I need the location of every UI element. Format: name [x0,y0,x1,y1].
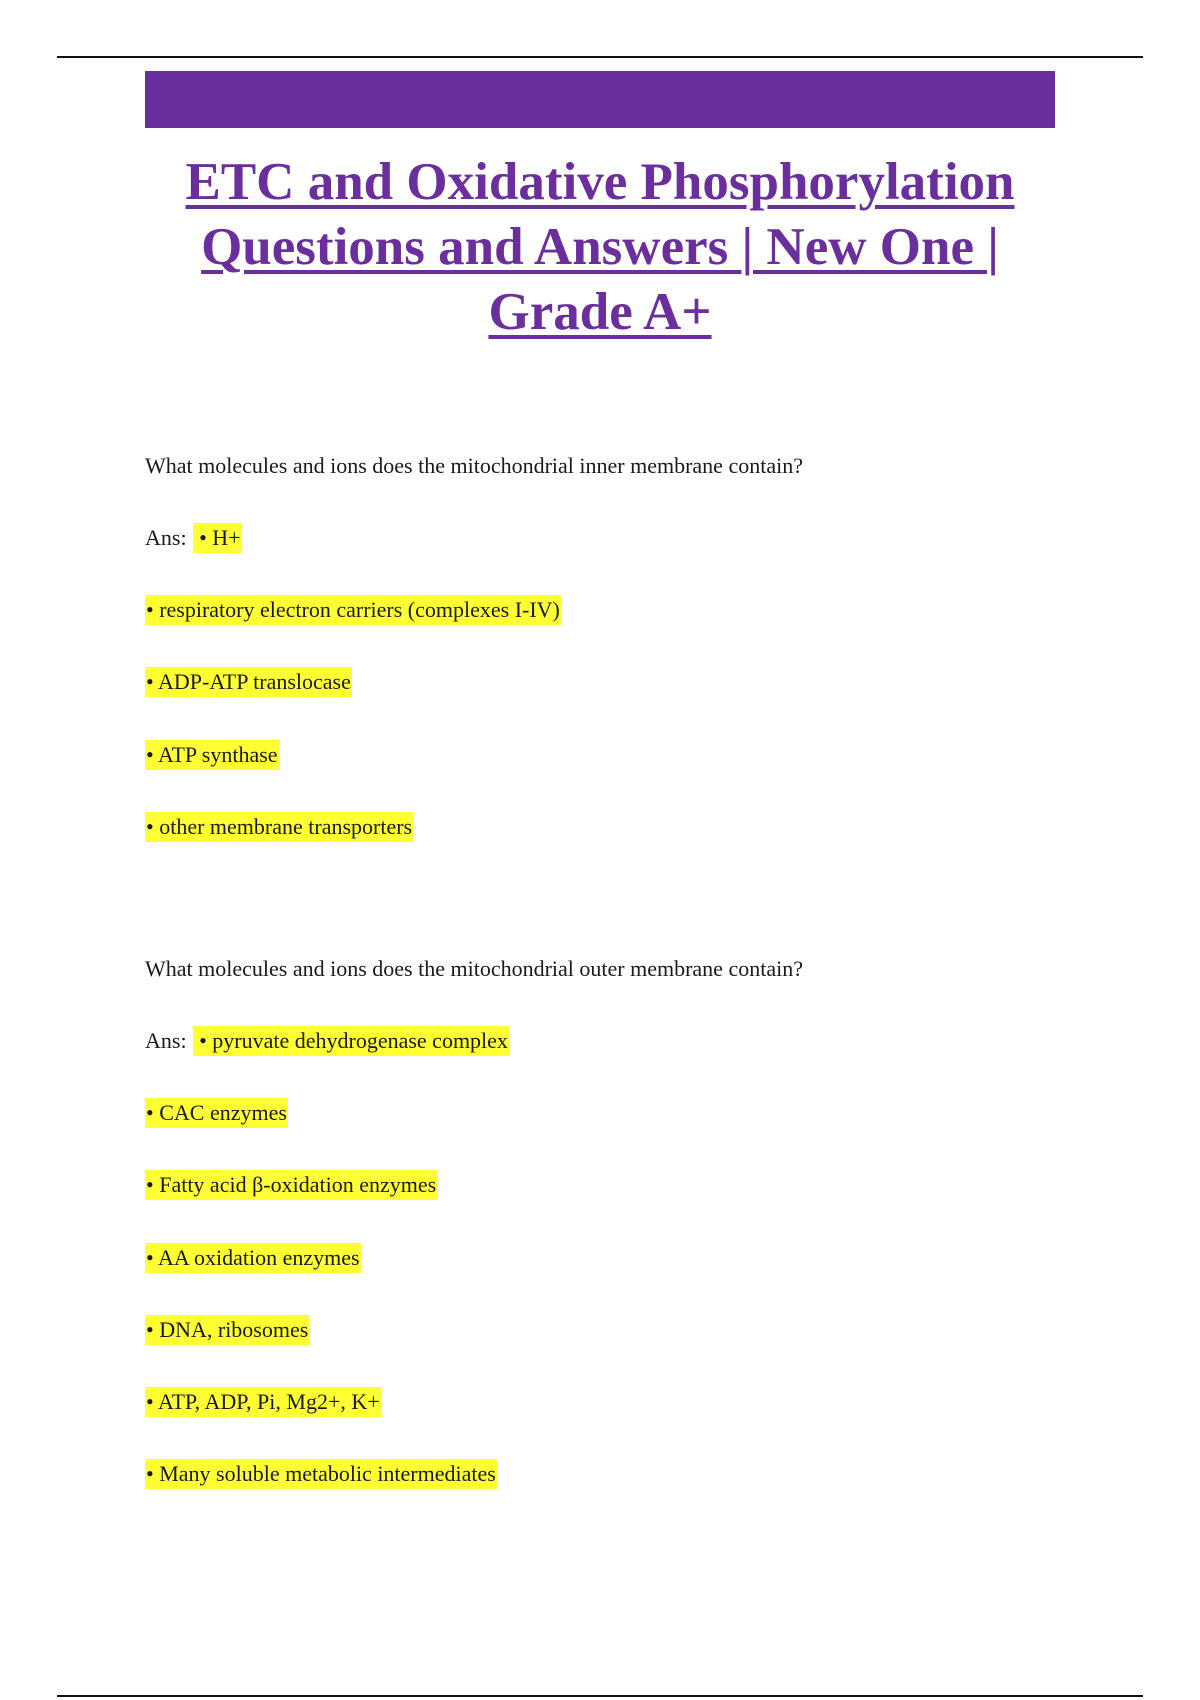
answer-item: • Many soluble metabolic intermediates [145,1459,497,1489]
answer-line [145,1027,509,1055]
answer-prefix: Ans: [145,1028,187,1053]
answer-item: • H+ [193,523,242,553]
top-rule [57,56,1143,58]
answer-item: • respiratory electron carriers (complexes I-IV) [145,595,561,625]
answer-item: • other membrane transporters [145,812,413,842]
answer-item: • Fatty acid β-oxidation enzymes [145,1170,437,1200]
title-line-2: Questions and Answers | New One | [201,218,999,276]
answer-line [145,596,561,624]
question-text: What molecules and ions does the mitochondrial outer membrane contain? [145,956,803,981]
header-banner [145,71,1055,128]
answer-item: • ATP, ADP, Pi, Mg2+, K+ [145,1387,381,1417]
title-line-3: Grade A+ [488,283,712,341]
answer-line [145,741,279,769]
answer-line [145,1244,361,1272]
answer-line [145,1460,497,1488]
answer-item: • AA oxidation enzymes [145,1243,361,1273]
answer-item: • ADP-ATP translocase [145,667,352,697]
answer-item: • CAC enzymes [145,1098,288,1128]
document-title [145,150,1055,345]
answer-item: • ATP synthase [145,740,279,770]
answer-line [145,668,352,696]
answer-item: • DNA, ribosomes [145,1315,309,1345]
answer-line [145,1388,381,1416]
answer-line [145,1099,288,1127]
answer-line [145,524,242,552]
answer-line [145,1316,309,1344]
answer-item: • pyruvate dehydrogenase complex [193,1026,509,1056]
bottom-rule [57,1695,1143,1697]
answer-line [145,1171,437,1199]
answer-line [145,813,413,841]
title-line-1: ETC and Oxidative Phosphorylation [185,153,1015,211]
answer-prefix: Ans: [145,525,187,550]
question-text: What molecules and ions does the mitochondrial inner membrane contain? [145,453,803,478]
